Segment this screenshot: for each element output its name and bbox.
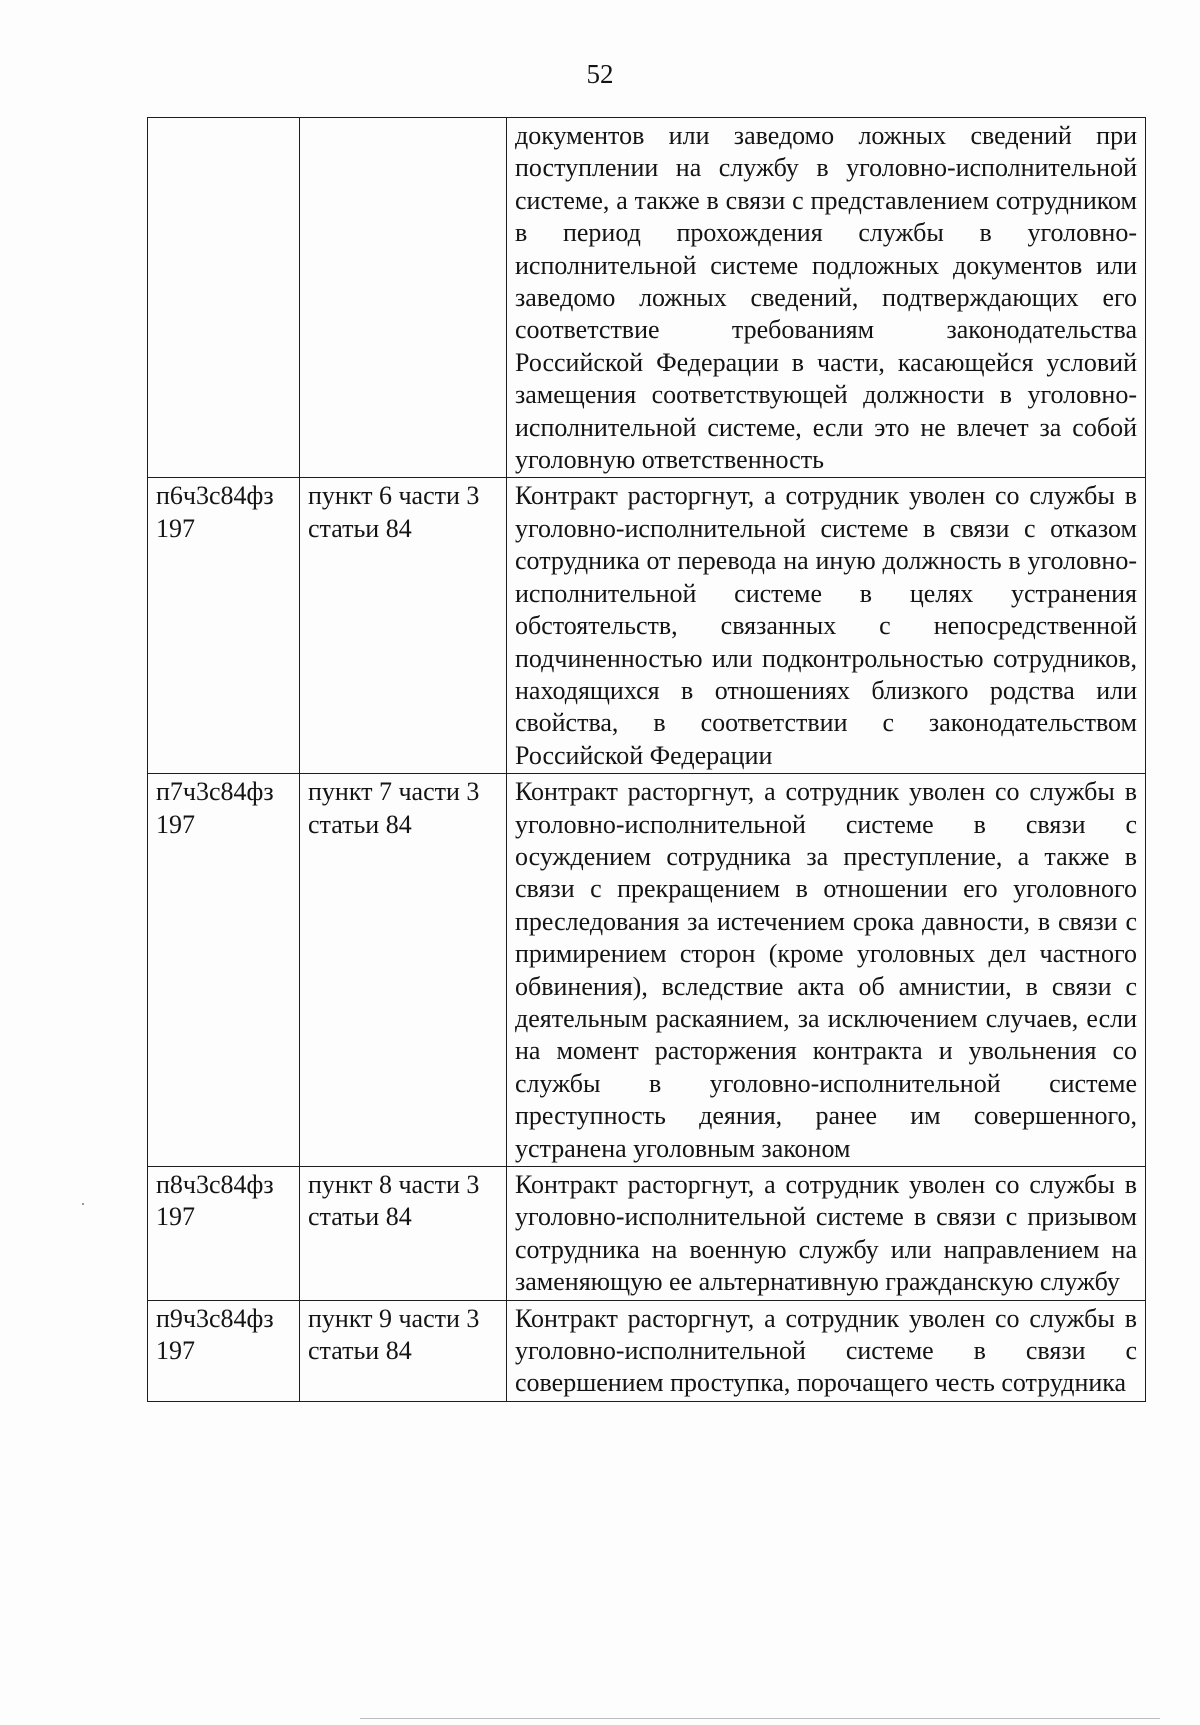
description-cell: Контракт расторгнут, а сотрудник уволен со службы в уголовно-исполнительной системе в связи с осуждением сотрудника за преступление, а также в связи с прекращением в отношении его уголовного преследования за истечением срока давности, в связи с примирением сторон (кроме уголовных дел частного обвинения), вследствие акта об амнистии, в связи с деятельным раскаянием, за исключением случаев, если на момент расторжения контракта и увольнения со службы в уголовно-исполнительной системе преступность деяния, ранее им совершенного, устранена уголовным законом — [507, 774, 1146, 1167]
description-cell: документов или заведомо ложных сведений при поступлении на службу в уголовно-исполнительной системе, а также в связи с представлением сотрудником в период прохождения службы в уголовно-исполнительной системе подложных документов или заведомо ложных сведений, подтверждающих его соответствие требованиям законодательства Российской Федерации в части, касающейся условий замещения соответствующей должности в уголовно-исполнительной системе, если это не влечет за собой уголовную ответственность — [507, 118, 1146, 478]
dismissal-grounds-table — [147, 117, 1146, 1402]
code-cell: п8ч3с84фз 197 — [148, 1167, 300, 1301]
description-cell: Контракт расторгнут, а сотрудник уволен со службы в уголовно-исполнительной системе в связи с отказом сотрудника от перевода на иную должность в уголовно-исполнительной системе в целях устранения обстоятельств, связанных с непосредственной подчиненностью или подконтрольностью сотрудников, находящихся в отношениях близкого родства или свойства, в соответствии с законодательством Российской Федерации — [507, 478, 1146, 774]
article-reference-cell — [300, 118, 507, 478]
code-cell — [148, 118, 300, 478]
article-reference-cell: пункт 6 части 3 статьи 84 — [300, 478, 507, 774]
table-row — [148, 1167, 1146, 1301]
article-reference-cell: пункт 8 части 3 статьи 84 — [300, 1167, 507, 1301]
code-cell: п9ч3с84фз 197 — [148, 1300, 300, 1401]
article-reference-cell: пункт 7 части 3 статьи 84 — [300, 774, 507, 1167]
code-cell: п7ч3с84фз 197 — [148, 774, 300, 1167]
scan-speck — [82, 1203, 84, 1205]
description-cell: Контракт расторгнут, а сотрудник уволен со службы в уголовно-исполнительной системе в связи с совершением проступка, порочащего честь сотрудника — [507, 1300, 1146, 1401]
table-row — [148, 1300, 1146, 1401]
scan-edge-line — [360, 1718, 1160, 1719]
table-row — [148, 118, 1146, 478]
code-cell: п6ч3с84фз 197 — [148, 478, 300, 774]
article-reference-cell: пункт 9 части 3 статьи 84 — [300, 1300, 507, 1401]
page-number: 52 — [586, 59, 614, 89]
table-row — [148, 478, 1146, 774]
description-cell: Контракт расторгнут, а сотрудник уволен со службы в уголовно-исполнительной системе в связи с призывом сотрудника на военную службу или направлением на заменяющую ее альтернативную гражданскую службу — [507, 1167, 1146, 1301]
table-row — [148, 774, 1146, 1167]
